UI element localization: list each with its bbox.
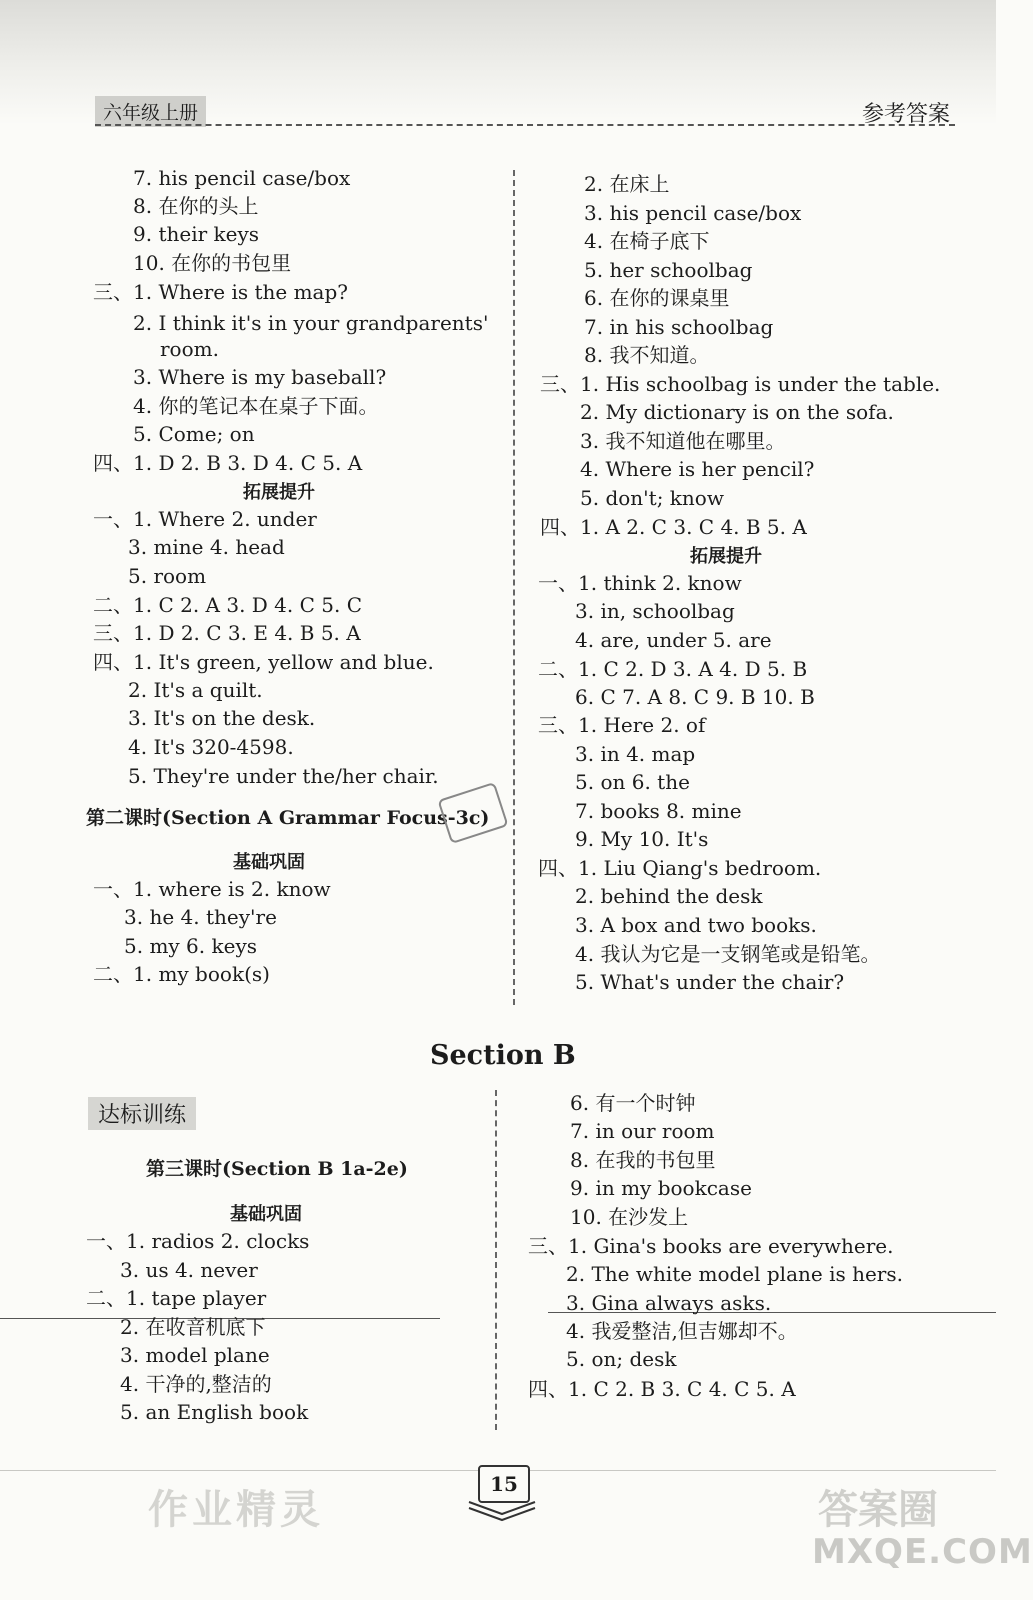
answer-line: 一、1. think 2. know bbox=[538, 571, 742, 595]
answer-line: 3. us 4. never bbox=[120, 1258, 258, 1282]
answer-line: 2. 在收音机底下 bbox=[120, 1315, 266, 1339]
answer-line: 一、1. radios 2. clocks bbox=[86, 1229, 310, 1253]
header-divider bbox=[95, 124, 955, 126]
answer-line: 二、1. C 2. A 3. D 4. C 5. C bbox=[93, 593, 363, 617]
answer-line: 3. mine 4. head bbox=[128, 535, 285, 559]
answer-line: 5. don't; know bbox=[580, 486, 724, 510]
page-number: 15 bbox=[478, 1465, 530, 1503]
answer-line: 三、1. Gina's books are everywhere. bbox=[528, 1234, 894, 1258]
answer-line: 6. C 7. A 8. C 9. B 10. B bbox=[575, 685, 815, 709]
answer-line: 6. 有一个时钟 bbox=[570, 1091, 696, 1115]
answer-line: 3. Where is my baseball? bbox=[133, 365, 387, 389]
page-stack-icon bbox=[465, 1500, 539, 1520]
answer-line: 6. 在你的课桌里 bbox=[584, 286, 730, 310]
answer-line: 5. They're under the/her chair. bbox=[128, 764, 439, 788]
answer-line: 3. in 4. map bbox=[575, 742, 696, 766]
answer-line: 9. in my bookcase bbox=[570, 1176, 752, 1200]
answer-line: 四、1. Liu Qiang's bedroom. bbox=[538, 856, 822, 880]
answer-line: 7. in our room bbox=[570, 1119, 715, 1143]
answer-line: 4. 干净的,整洁的 bbox=[120, 1372, 272, 1396]
answer-line: 5. What's under the chair? bbox=[575, 970, 845, 994]
answer-line: 一、1. Where 2. under bbox=[93, 507, 317, 531]
answer-line: 5. Come; on bbox=[133, 422, 255, 446]
answer-line: 3. 我不知道他在哪里。 bbox=[580, 429, 786, 453]
answer-line: 3. A box and two books. bbox=[575, 913, 817, 937]
training-tag: 达标训练 bbox=[88, 1097, 196, 1130]
answer-line: 2. The white model plane is hers. bbox=[566, 1262, 903, 1286]
answer-line: 4. Where is her pencil? bbox=[580, 457, 815, 481]
answer-line: 三、1. His schoolbag is under the table. bbox=[540, 372, 941, 396]
answer-line: 5. an English book bbox=[120, 1400, 309, 1424]
subheading-extension: 拓展提升 bbox=[690, 546, 762, 567]
watermark-right: 答案圈 bbox=[818, 1487, 938, 1533]
answer-line: 四、1. C 2. B 3. C 4. C 5. A bbox=[528, 1377, 796, 1401]
lesson-title: 第二课时(Section A Grammar Focus-3c) bbox=[86, 807, 490, 829]
answer-line: 二、1. my book(s) bbox=[93, 962, 270, 986]
answer-line: 8. 在我的书包里 bbox=[570, 1148, 716, 1172]
answer-line: 3. his pencil case/box bbox=[584, 201, 802, 225]
answer-line: 4. It's 320-4598. bbox=[128, 735, 294, 759]
answer-line: 10. 在你的书包里 bbox=[133, 251, 292, 275]
answer-line: 三、1. Here 2. of bbox=[538, 713, 706, 737]
answer-line: 3. model plane bbox=[120, 1343, 270, 1367]
answer-line: 四、1. D 2. B 3. D 4. C 5. A bbox=[93, 451, 363, 475]
answer-line: 3. in, schoolbag bbox=[575, 599, 735, 623]
answer-line: 四、1. A 2. C 3. C 4. B 5. A bbox=[540, 515, 807, 539]
answer-line: 2. behind the desk bbox=[575, 884, 763, 908]
answer-line: 二、1. tape player bbox=[86, 1286, 267, 1310]
answer-line: 7. his pencil case/box bbox=[133, 166, 351, 190]
answer-line: 四、1. It's green, yellow and blue. bbox=[93, 650, 434, 674]
answer-line: 二、1. C 2. D 3. A 4. D 5. B bbox=[538, 657, 808, 681]
answer-line: 4. 我认为它是一支钢笔或是铅笔。 bbox=[575, 942, 881, 966]
subheading-basics: 基础巩固 bbox=[230, 1204, 302, 1225]
answer-line: 7. in his schoolbag bbox=[584, 315, 774, 339]
answer-line: 10. 在沙发上 bbox=[570, 1205, 689, 1229]
answer-line: 7. books 8. mine bbox=[575, 799, 742, 823]
answer-line: room. bbox=[160, 337, 219, 361]
answer-line: 4. are, under 5. are bbox=[575, 628, 772, 652]
watermark-url: MXQE.COM bbox=[812, 1532, 1033, 1572]
lesson-title: 第三课时(Section B 1a-2e) bbox=[146, 1158, 408, 1180]
answer-line: 3. he 4. they're bbox=[124, 905, 277, 929]
answers-title: 参考答案 bbox=[862, 102, 951, 127]
subheading-extension: 拓展提升 bbox=[243, 482, 315, 503]
section-title: Section B bbox=[430, 1040, 576, 1071]
answer-line: 9. their keys bbox=[133, 222, 260, 246]
answer-line: 一、1. where is 2. know bbox=[93, 877, 331, 901]
answer-line: 5. my 6. keys bbox=[124, 934, 258, 958]
answer-line: 2. My dictionary is on the sofa. bbox=[580, 400, 894, 424]
answer-line: 8. 我不知道。 bbox=[584, 343, 710, 367]
answer-line: 9. My 10. It's bbox=[575, 827, 709, 851]
answer-line: 5. her schoolbag bbox=[584, 258, 753, 282]
answer-line: 2. 在床上 bbox=[584, 172, 670, 196]
subheading-basics: 基础巩固 bbox=[233, 852, 305, 873]
answer-line: 2. I think it's in your grandparents' bbox=[133, 311, 489, 335]
watermark-left: 作业精灵 bbox=[148, 1487, 324, 1533]
answer-line: 4. 在椅子底下 bbox=[584, 229, 710, 253]
answer-line: 5. on; desk bbox=[566, 1347, 677, 1371]
answer-line: 4. 我爱整洁,但吉娜却不。 bbox=[566, 1319, 798, 1343]
answer-line: 4. 你的笔记本在桌子下面。 bbox=[133, 394, 379, 418]
grade-label: 六年级上册 bbox=[95, 96, 206, 127]
stamp-mark bbox=[437, 782, 508, 844]
answer-line: 5. on 6. the bbox=[575, 770, 690, 794]
answer-line: 3. It's on the desk. bbox=[128, 706, 316, 730]
answer-line: 5. room bbox=[128, 564, 207, 588]
answer-line: 三、1. Where is the map? bbox=[93, 280, 349, 304]
column-divider-lower bbox=[495, 1090, 497, 1430]
answer-line: 三、1. D 2. C 3. E 4. B 5. A bbox=[93, 621, 361, 645]
answer-line: 3. Gina always asks. bbox=[566, 1291, 772, 1315]
answer-line: 8. 在你的头上 bbox=[133, 194, 259, 218]
answer-line: 2. It's a quilt. bbox=[128, 678, 263, 702]
column-divider-upper bbox=[513, 170, 515, 1005]
